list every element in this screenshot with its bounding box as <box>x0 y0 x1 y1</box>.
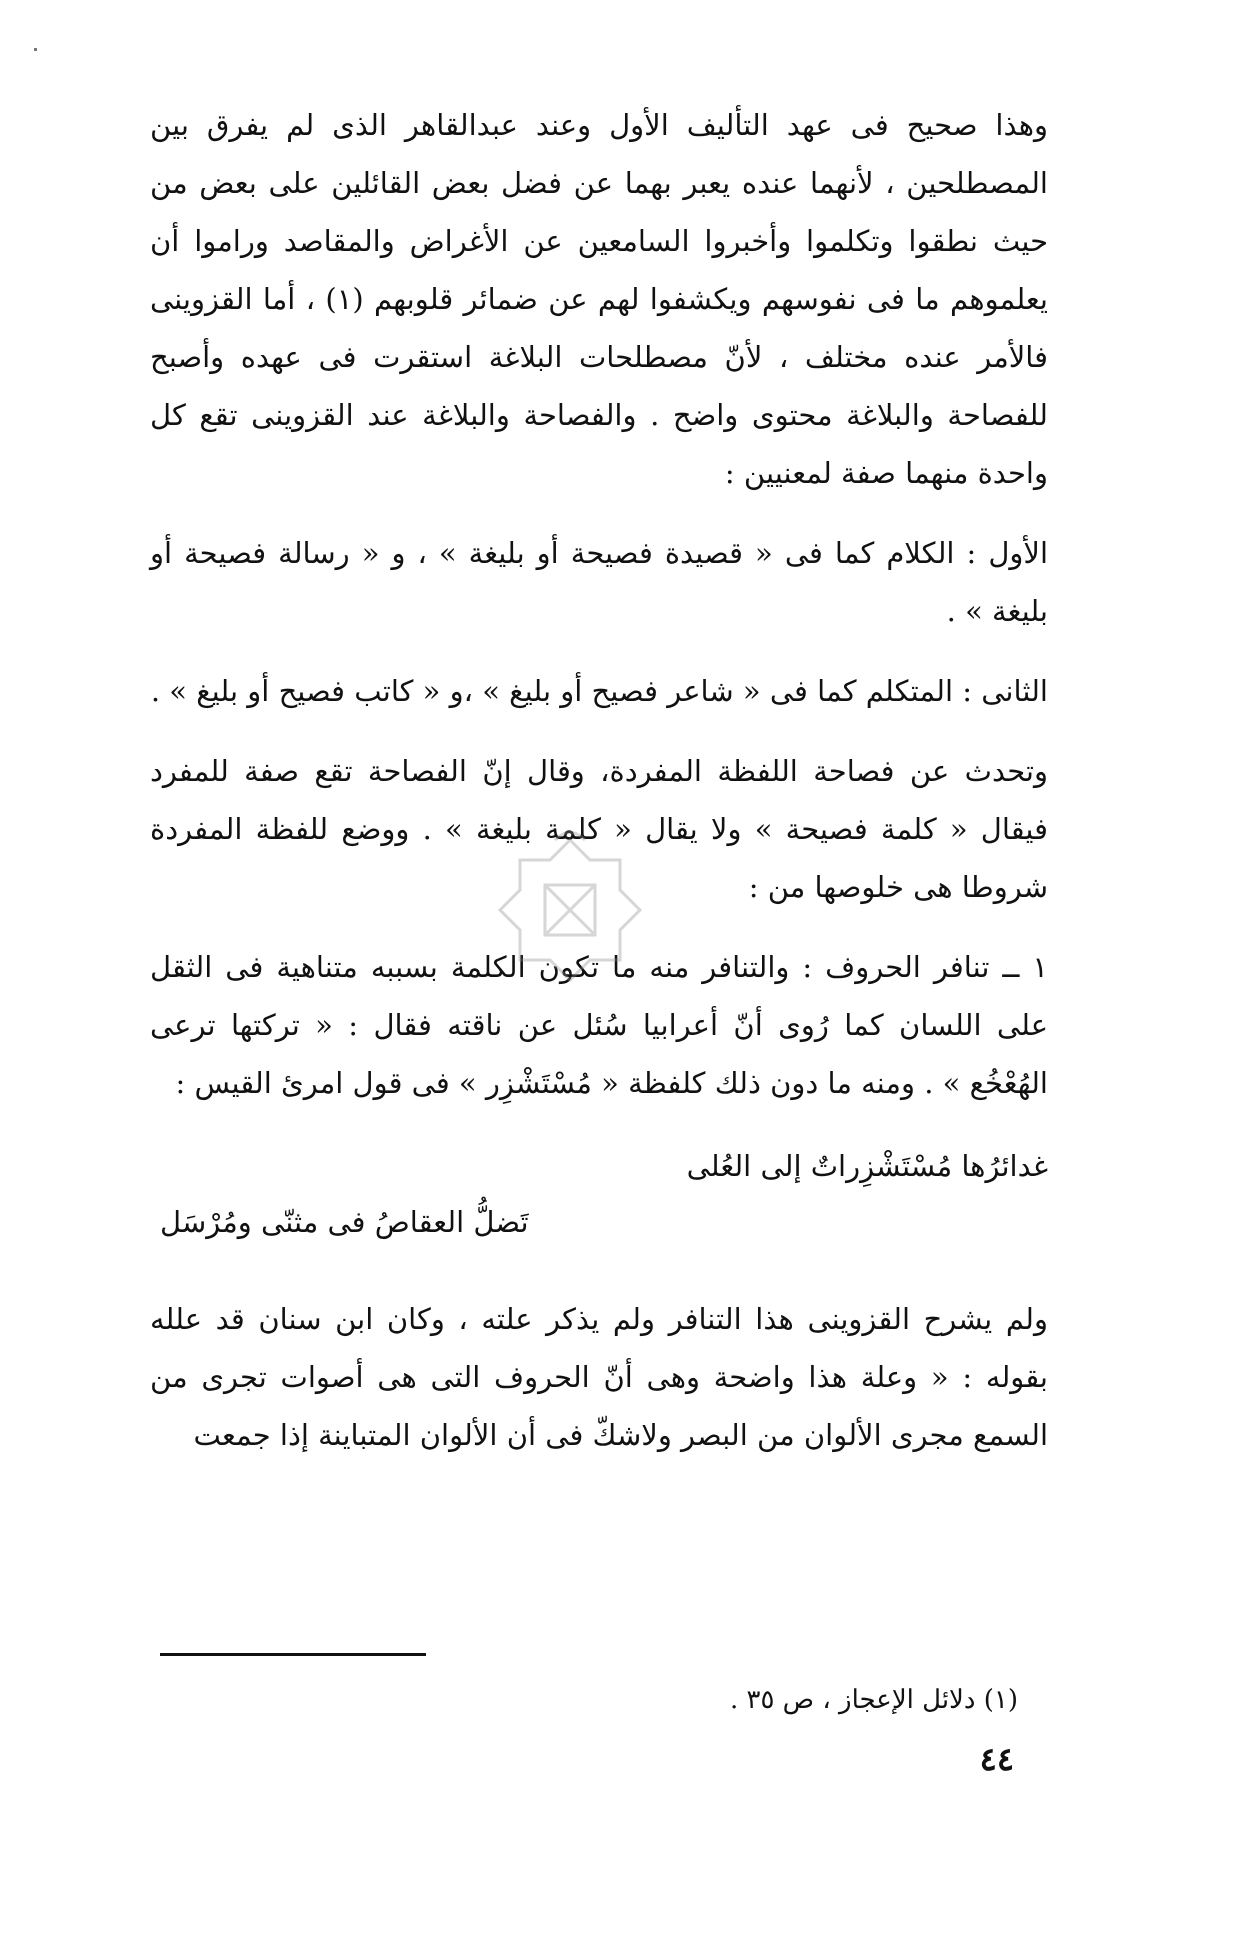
footnote: (١) دلائل الإعجاز ، ص ٣٥ . <box>729 1685 1018 1715</box>
paragraph-closing: ولم يشرح القزوينى هذا التنافر ولم يذكر علته ، وكان ابن سنان قد علله بقوله : « وعلة هذا واضحة وهى أنّ الحروف التى هى أصوات تجرى من السمع مجرى الألوان من البصر ولاشكّ فى أن الألوان المتباينة إذا جمعت <box>150 1302 1048 1452</box>
footnote-separator <box>160 1653 426 1656</box>
scan-speck <box>34 48 37 51</box>
paragraph-first-meaning: الأول : الكلام كما فى « قصيدة فصيحة أو بليغة » ، و « رسالة فصيحة أو بليغة » . <box>150 536 1048 628</box>
paragraph-second-meaning: الثانى : المتكلم كما فى « شاعر فصيح أو بليغ » ،و « كاتب فصيح أو بليغ » . <box>150 674 1048 708</box>
library-seal-watermark <box>470 820 670 1010</box>
verse-second-hemistich: تَضلُّ العقاصُ فى مثنّى ومُرْسَل <box>160 1205 529 1239</box>
paragraph-letter-dissonance: ١ ــ تنافر الحروف : والتنافر منه ما تكون الكلمة بسببه متناهية فى الثقل على اللسان كما رُوى أنّ أعرابيا سُئل عن ناقته فقال : « تركتها ترعى الهُعْخُع » . ومنه ما دون ذلك كلفظة « مُسْتَشْزِر » فى قول امرئ القيس : <box>150 950 1048 1100</box>
paragraph-single-word: وتحدث عن فصاحة اللفظة المفردة، وقال إنّ الفصاحة تقع صفة للمفرد فيقال « كلمة فصيحة » ولا يقال « كلمة بليغة » . ووضع للفظة المفردة شروطا هى خلوصها من : <box>150 754 1048 904</box>
verse-first-hemistich: غدائرُها مُسْتَشْزِراتٌ إلى العُلى <box>686 1149 1048 1183</box>
page-number: ٤٤ <box>979 1740 1014 1778</box>
main-text <box>150 96 1048 1486</box>
poem-verse <box>150 1138 1048 1250</box>
paragraph-1: وهذا صحيح فى عهد التأليف الأول وعند عبدالقاهر الذى لم يفرق بين المصطلحين ، لأنهما عنده يعبر بهما عن فضل بعض القائلين على بعض من حيث نطقوا وتكلموا وأخبروا السامعين عن الأغراض والمقاصد وراموا أن يعلموهم ما فى نفوسهم ويكشفوا لهم عن ضمائر قلوبهم (١) ، أما القزوينى فالأمر عنده مختلف ، لأنّ مصطلحات البلاغة استقرت فى عهده وأصبح للفصاحة والبلاغة محتوى واضح . والفصاحة والبلاغة عند القزوينى تقع كل واحدة منهما صفة لمعنيين : <box>150 108 1048 490</box>
